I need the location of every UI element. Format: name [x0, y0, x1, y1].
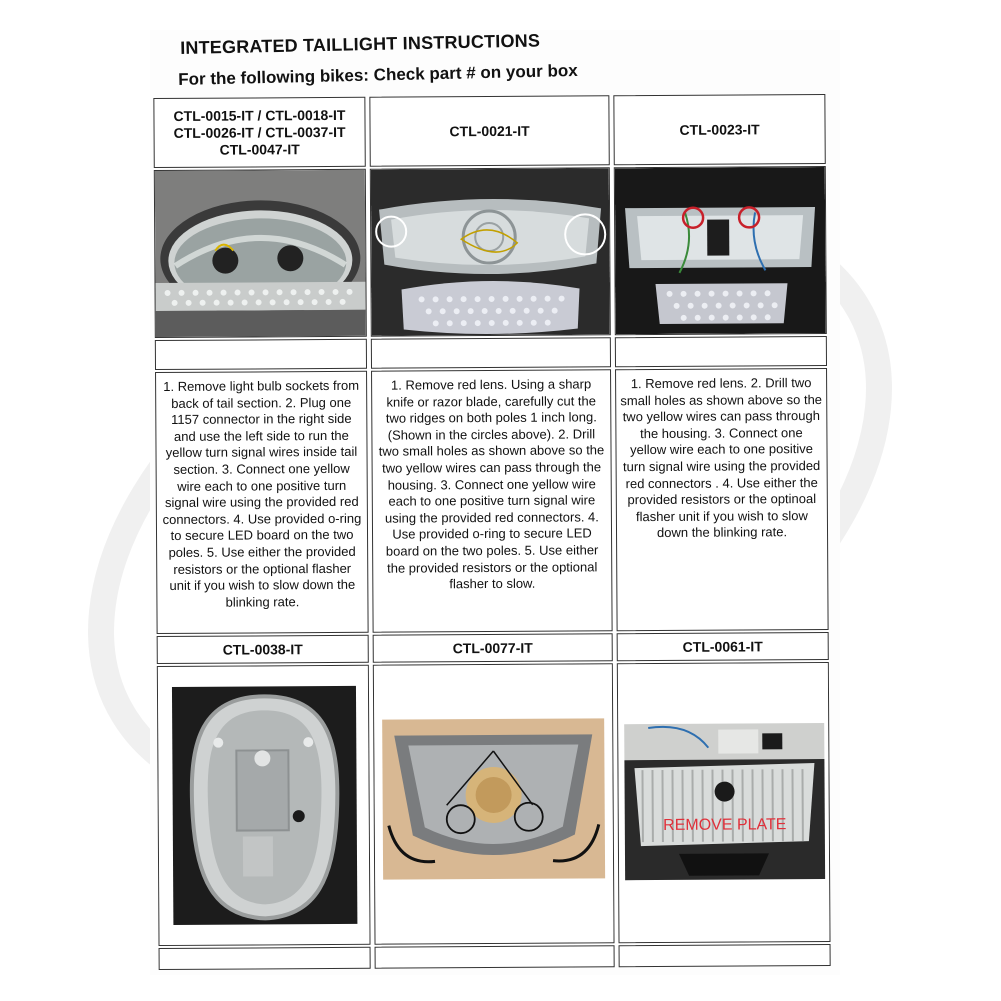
- part-title-col3: CTL-0023-IT: [613, 94, 825, 165]
- photo-tail-section-sockets: [154, 169, 367, 338]
- part-title-col2: CTL-0021-IT: [369, 95, 609, 166]
- photo-housing-oval: [157, 665, 371, 946]
- blank-bottom-col2: [375, 945, 615, 968]
- steps-col3: 1. Remove red lens. 2. Drill two small holes as shown above so the two yellow wires can pass through the housing. 3. Connect one yellow wire each to one positive turn signal wire using the provided red connectors . 4. Use either the provided resistors or the optinoal flasher unit if you wish to slow down the blinking rate.: [615, 368, 829, 631]
- steps-col1: 1. Remove light bulb sockets from back of tail section. 2. Plug one 1157 connector in the right side and use the left side to run the yellow turn signal wires inside tail section. 3. Connect one yellow wire each to one positive turn signal wire using the provided red connectors. 4. Use provided o-ring to secure LED board on the two poles. 5. Use either the provided resistors or the optional flasher unit if you wish to slow down the blinking rate.: [155, 371, 369, 634]
- photo-lens-poles-circled: [370, 167, 611, 336]
- blank-strip-col3: [615, 336, 827, 367]
- part-title-col1: CTL-0015-IT / CTL-0018-IT CTL-0026-IT / CTL-0037-IT CTL-0047-IT: [153, 97, 365, 168]
- part-title-bottom-col2: CTL-0077-IT: [373, 633, 613, 662]
- page-subtitle: For the following bikes: Check part # on your box: [178, 60, 578, 89]
- steps-col2: 1. Remove red lens. Using a sharp knife or razor blade, carefully cut the two ridges on both poles 1 inch long. (Shown in the circles above). 2. Drill two small holes as shown above so the two yellow wires can pass through the housing. 3. Connect one yellow wire each to one positive turn signal wire using the provided red connectors. 4. Use provided o-ring to secure LED board on the two poles. 5. Use either the provided resistors or the optional flasher to slow.: [371, 369, 613, 632]
- blank-strip-col1: [155, 339, 367, 370]
- blank-bottom-col1: [159, 947, 371, 970]
- part-title-bottom-col3: CTL-0061-IT: [617, 632, 829, 661]
- blank-bottom-col3: [619, 944, 831, 967]
- page-title: INTEGRATED TAILLIGHT INSTRUCTIONS: [180, 30, 541, 58]
- photo-remove-plate: [617, 662, 831, 943]
- instructions-table: [153, 94, 830, 966]
- photo-taillight-holes-circled: [373, 663, 615, 944]
- remove-plate-label: REMOVE PLATE: [663, 816, 787, 834]
- photo-drill-holes-circled: [614, 166, 827, 335]
- blank-strip-col2: [371, 337, 611, 368]
- part-title-bottom-col1: CTL-0038-IT: [157, 635, 369, 664]
